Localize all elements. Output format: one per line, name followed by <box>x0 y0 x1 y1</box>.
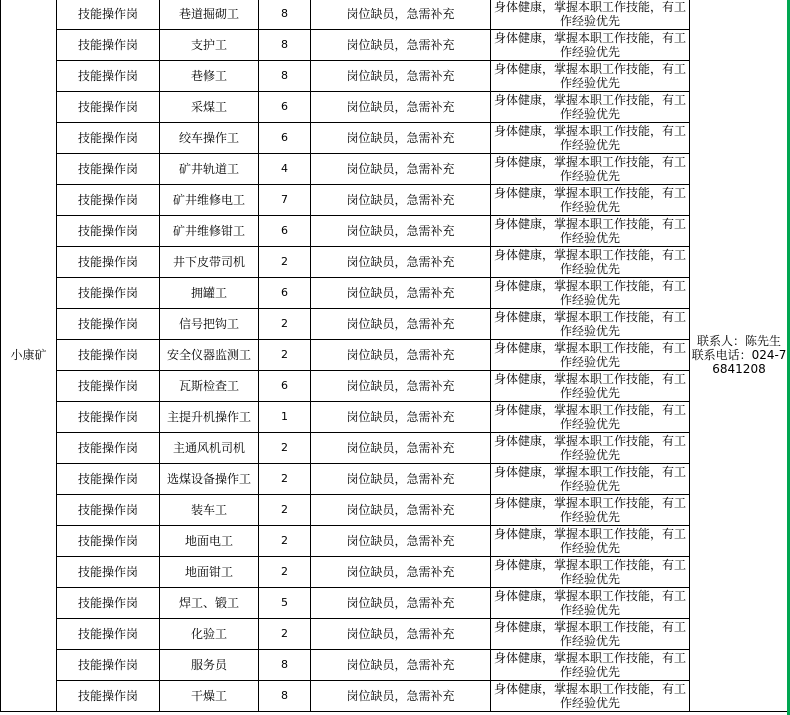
job-title-cell[interactable]: 主通风机司机 <box>160 433 259 464</box>
headcount-cell[interactable]: 8 <box>259 0 311 30</box>
headcount-cell[interactable]: 2 <box>259 464 311 495</box>
headcount-cell[interactable]: 6 <box>259 278 311 309</box>
table-row <box>1 92 789 123</box>
headcount-cell[interactable]: 8 <box>259 681 311 712</box>
post-type-cell[interactable]: 技能操作岗 <box>57 495 160 526</box>
requirement-cell[interactable]: 身体健康，掌握本职工作技能，有工作经验优先 <box>491 681 690 712</box>
reason-cell[interactable]: 岗位缺员，急需补充 <box>311 464 491 495</box>
headcount-cell[interactable]: 6 <box>259 371 311 402</box>
headcount-cell[interactable]: 6 <box>259 92 311 123</box>
requirement-cell[interactable]: 身体健康，掌握本职工作技能，有工作经验优先 <box>491 371 690 402</box>
requirement-cell[interactable]: 身体健康，掌握本职工作技能，有工作经验优先 <box>491 340 690 371</box>
table-row <box>1 619 789 650</box>
job-title-cell[interactable]: 瓦斯检查工 <box>160 371 259 402</box>
table-row <box>1 247 789 278</box>
job-title-cell[interactable]: 巷修工 <box>160 61 259 92</box>
post-type-cell[interactable]: 技能操作岗 <box>57 92 160 123</box>
table-row <box>1 309 789 340</box>
requirement-cell[interactable]: 身体健康，掌握本职工作技能，有工作经验优先 <box>491 247 690 278</box>
reason-cell[interactable]: 岗位缺员，急需补充 <box>311 185 491 216</box>
headcount-cell[interactable]: 8 <box>259 30 311 61</box>
requirement-cell[interactable]: 身体健康，掌握本职工作技能，有工作经验优先 <box>491 185 690 216</box>
contact-cell[interactable] <box>690 0 789 712</box>
job-title-cell[interactable]: 矿井维修电工 <box>160 185 259 216</box>
job-title-cell[interactable]: 化验工 <box>160 619 259 650</box>
post-type-cell[interactable]: 技能操作岗 <box>57 216 160 247</box>
post-type-cell[interactable]: 技能操作岗 <box>57 154 160 185</box>
requirement-cell[interactable]: 身体健康，掌握本职工作技能，有工作经验优先 <box>491 30 690 61</box>
headcount-cell[interactable]: 2 <box>259 619 311 650</box>
unit-name-cell[interactable]: 小康矿 <box>1 0 57 712</box>
headcount-cell[interactable]: 2 <box>259 433 311 464</box>
post-type-cell[interactable]: 技能操作岗 <box>57 402 160 433</box>
headcount-cell[interactable]: 7 <box>259 185 311 216</box>
reason-cell[interactable]: 岗位缺员，急需补充 <box>311 247 491 278</box>
requirement-cell[interactable]: 身体健康，掌握本职工作技能，有工作经验优先 <box>491 433 690 464</box>
table-row <box>1 61 789 92</box>
headcount-cell[interactable]: 2 <box>259 557 311 588</box>
requirement-cell[interactable]: 身体健康，掌握本职工作技能，有工作经验优先 <box>491 278 690 309</box>
table-row <box>1 185 789 216</box>
requirement-cell[interactable]: 身体健康，掌握本职工作技能，有工作经验优先 <box>491 0 690 30</box>
reason-cell[interactable]: 岗位缺员，急需补充 <box>311 526 491 557</box>
requirement-cell[interactable]: 身体健康，掌握本职工作技能，有工作经验优先 <box>491 61 690 92</box>
table-row <box>1 650 789 681</box>
requirement-cell[interactable]: 身体健康，掌握本职工作技能，有工作经验优先 <box>491 557 690 588</box>
table-row <box>1 433 789 464</box>
requirement-cell[interactable]: 身体健康，掌握本职工作技能，有工作经验优先 <box>491 154 690 185</box>
table-row <box>1 402 789 433</box>
headcount-cell[interactable]: 6 <box>259 216 311 247</box>
post-type-cell[interactable]: 技能操作岗 <box>57 0 160 30</box>
headcount-cell[interactable]: 8 <box>259 650 311 681</box>
reason-cell[interactable]: 岗位缺员，急需补充 <box>311 681 491 712</box>
table-row <box>1 526 789 557</box>
table-row <box>1 123 789 154</box>
table-row <box>1 278 789 309</box>
requirement-cell[interactable]: 身体健康，掌握本职工作技能，有工作经验优先 <box>491 588 690 619</box>
requirement-cell[interactable]: 身体健康，掌握本职工作技能，有工作经验优先 <box>491 123 690 154</box>
job-title-cell[interactable]: 服务员 <box>160 650 259 681</box>
reason-cell[interactable]: 岗位缺员，急需补充 <box>311 433 491 464</box>
post-type-cell[interactable]: 技能操作岗 <box>57 681 160 712</box>
post-type-cell[interactable]: 技能操作岗 <box>57 557 160 588</box>
reason-cell[interactable]: 岗位缺员，急需补充 <box>311 278 491 309</box>
headcount-cell[interactable]: 2 <box>259 340 311 371</box>
table-row <box>1 464 789 495</box>
reason-cell[interactable]: 岗位缺员，急需补充 <box>311 216 491 247</box>
table-row <box>1 588 789 619</box>
post-type-cell[interactable]: 技能操作岗 <box>57 433 160 464</box>
requirement-cell[interactable]: 身体健康，掌握本职工作技能，有工作经验优先 <box>491 309 690 340</box>
headcount-cell[interactable]: 2 <box>259 247 311 278</box>
post-type-cell[interactable]: 技能操作岗 <box>57 340 160 371</box>
post-type-cell[interactable]: 技能操作岗 <box>57 247 160 278</box>
requirement-cell[interactable]: 身体健康，掌握本职工作技能，有工作经验优先 <box>491 526 690 557</box>
table-row <box>1 557 789 588</box>
table-row <box>1 216 789 247</box>
headcount-cell[interactable]: 2 <box>259 495 311 526</box>
reason-cell[interactable]: 岗位缺员，急需补充 <box>311 61 491 92</box>
table-row <box>1 0 789 30</box>
post-type-cell[interactable]: 技能操作岗 <box>57 650 160 681</box>
table-row <box>1 371 789 402</box>
job-title-cell[interactable]: 选煤设备操作工 <box>160 464 259 495</box>
job-title-cell[interactable]: 主提升机操作工 <box>160 402 259 433</box>
reason-cell[interactable]: 岗位缺员，急需补充 <box>311 402 491 433</box>
requirement-cell[interactable]: 身体健康，掌握本职工作技能，有工作经验优先 <box>491 495 690 526</box>
headcount-cell[interactable]: 5 <box>259 588 311 619</box>
requirement-cell[interactable]: 身体健康，掌握本职工作技能，有工作经验优先 <box>491 402 690 433</box>
requirement-cell[interactable]: 身体健康，掌握本职工作技能，有工作经验优先 <box>491 216 690 247</box>
post-type-cell[interactable]: 技能操作岗 <box>57 526 160 557</box>
job-title-cell[interactable]: 井下皮带司机 <box>160 247 259 278</box>
job-title-cell[interactable]: 地面钳工 <box>160 557 259 588</box>
reason-cell[interactable]: 岗位缺员，急需补充 <box>311 340 491 371</box>
headcount-cell[interactable]: 2 <box>259 309 311 340</box>
post-type-cell[interactable]: 技能操作岗 <box>57 309 160 340</box>
reason-cell[interactable]: 岗位缺员，急需补充 <box>311 557 491 588</box>
table-row <box>1 495 789 526</box>
job-title-cell[interactable]: 装车工 <box>160 495 259 526</box>
job-title-cell[interactable]: 地面电工 <box>160 526 259 557</box>
job-title-cell[interactable]: 支护工 <box>160 30 259 61</box>
reason-cell[interactable]: 岗位缺员，急需补充 <box>311 309 491 340</box>
headcount-cell[interactable]: 4 <box>259 154 311 185</box>
post-type-cell[interactable]: 技能操作岗 <box>57 123 160 154</box>
reason-cell[interactable]: 岗位缺员，急需补充 <box>311 92 491 123</box>
job-title-cell[interactable]: 干燥工 <box>160 681 259 712</box>
reason-cell[interactable]: 岗位缺员，急需补充 <box>311 154 491 185</box>
headcount-cell[interactable]: 2 <box>259 526 311 557</box>
reason-cell[interactable]: 岗位缺员，急需补充 <box>311 371 491 402</box>
table-row <box>1 154 789 185</box>
post-type-cell[interactable]: 技能操作岗 <box>57 371 160 402</box>
requirement-cell[interactable]: 身体健康，掌握本职工作技能，有工作经验优先 <box>491 92 690 123</box>
post-type-cell[interactable]: 技能操作岗 <box>57 61 160 92</box>
post-type-cell[interactable]: 技能操作岗 <box>57 588 160 619</box>
job-title-cell[interactable]: 巷道掘砌工 <box>160 0 259 30</box>
reason-cell[interactable]: 岗位缺员，急需补充 <box>311 0 491 30</box>
requirement-cell[interactable]: 身体健康，掌握本职工作技能，有工作经验优先 <box>491 650 690 681</box>
table-row <box>1 340 789 371</box>
table-row <box>1 30 789 61</box>
post-type-cell[interactable]: 技能操作岗 <box>57 619 160 650</box>
reason-cell[interactable]: 岗位缺员，急需补充 <box>311 495 491 526</box>
post-type-cell[interactable]: 技能操作岗 <box>57 185 160 216</box>
contact-phone: 联系电话：024-76841208 <box>691 348 787 376</box>
job-title-cell[interactable]: 拥罐工 <box>160 278 259 309</box>
requirement-cell[interactable]: 身体健康，掌握本职工作技能，有工作经验优先 <box>491 619 690 650</box>
job-title-cell[interactable]: 矿井轨道工 <box>160 154 259 185</box>
reason-cell[interactable]: 岗位缺员，急需补充 <box>311 30 491 61</box>
headcount-cell[interactable]: 1 <box>259 402 311 433</box>
job-title-cell[interactable]: 焊工、锻工 <box>160 588 259 619</box>
contact-person: 联系人：陈先生 <box>696 334 781 348</box>
job-title-cell[interactable]: 采煤工 <box>160 92 259 123</box>
reason-cell[interactable]: 岗位缺员，急需补充 <box>311 619 491 650</box>
reason-cell[interactable]: 岗位缺员，急需补充 <box>311 650 491 681</box>
job-title-cell[interactable]: 安全仪器监测工 <box>160 340 259 371</box>
headcount-cell[interactable]: 8 <box>259 61 311 92</box>
requirement-cell[interactable]: 身体健康，掌握本职工作技能，有工作经验优先 <box>491 464 690 495</box>
post-type-cell[interactable]: 技能操作岗 <box>57 278 160 309</box>
reason-cell[interactable]: 岗位缺员，急需补充 <box>311 123 491 154</box>
job-title-cell[interactable]: 矿井维修钳工 <box>160 216 259 247</box>
reason-cell[interactable]: 岗位缺员，急需补充 <box>311 588 491 619</box>
job-title-cell[interactable]: 信号把钩工 <box>160 309 259 340</box>
post-type-cell[interactable]: 技能操作岗 <box>57 464 160 495</box>
table-row <box>1 681 789 712</box>
post-type-cell[interactable]: 技能操作岗 <box>57 30 160 61</box>
headcount-cell[interactable]: 6 <box>259 123 311 154</box>
job-title-cell[interactable]: 绞车操作工 <box>160 123 259 154</box>
